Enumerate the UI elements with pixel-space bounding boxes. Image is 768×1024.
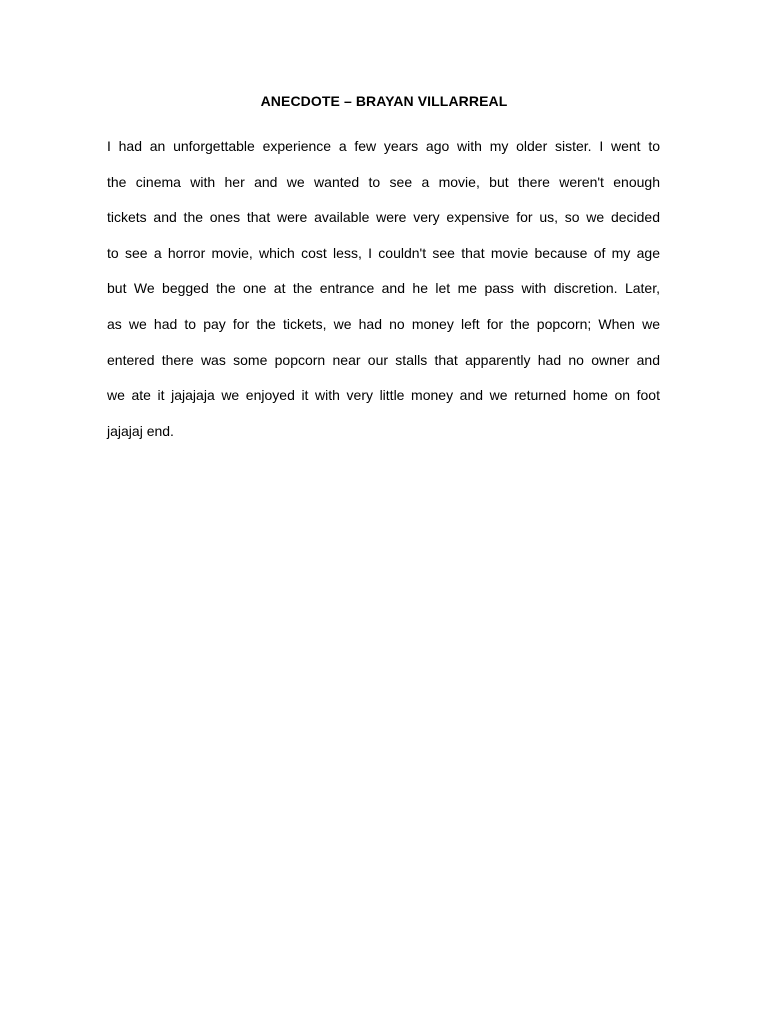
paragraph-line: tickets and the ones that were available were very expensive for us, so we decided: [107, 209, 660, 226]
paragraph-line: we ate it jajajaja we enjoyed it with very little money and we returned home on foot: [107, 387, 660, 404]
paragraph-line: but We begged the one at the entrance and he let me pass with discretion. Later,: [107, 280, 660, 297]
paragraph-line: I had an unforgettable experience a few years ago with my older sister. I went to: [107, 138, 660, 154]
document-title: ANECDOTE – BRAYAN VILLARREAL: [260, 93, 508, 109]
paragraph-line: as we had to pay for the tickets, we had no money left for the popcorn; When we: [107, 315, 660, 332]
anecdote-paragraph: [107, 135, 660, 455]
paragraph-line: jajajaj end.: [107, 422, 174, 439]
paragraph-line: entered there was some popcorn near our stalls that apparently had no owner and: [107, 351, 660, 368]
paragraph-line: to see a horror movie, which cost less, I couldn't see that movie because of my age: [107, 244, 660, 261]
paragraph-line: the cinema with her and we wanted to see a movie, but there weren't enough: [107, 173, 660, 190]
